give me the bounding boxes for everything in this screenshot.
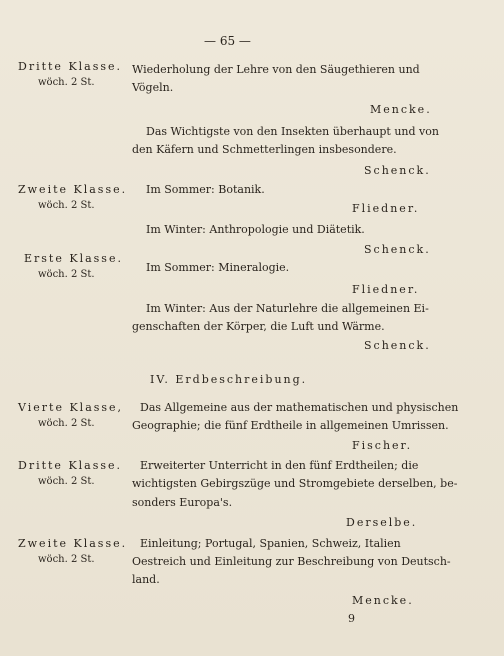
class-hours: wöch. 2 St. (38, 554, 95, 565)
course-line: Erweiterter Unterricht in den fünf Erdtheilen; die (140, 459, 419, 472)
course-line: Geographie; die fünf Erdtheile in allgemeinen Umrissen. (132, 419, 449, 432)
course-line: Oestreich und Einleitung zur Beschreibung von Deutsch- (132, 555, 451, 568)
course-line: Einleitung; Portugal, Spanien, Schweiz, Italien (140, 537, 401, 550)
course-line: Das Wichtigste von den Insekten überhaupt und von (146, 125, 439, 138)
teacher-name: Fliedner. (352, 283, 420, 296)
class-name: Dritte Klasse. (18, 60, 123, 73)
course-line: Im Sommer: Mineralogie. (146, 261, 290, 274)
course-line: sonders Europa's. (132, 496, 233, 509)
teacher-name: Fliedner. (352, 202, 420, 215)
class-hours: wöch. 2 St. (38, 77, 95, 88)
class-name: Erste Klasse. (24, 252, 123, 265)
footer-number: 9 (348, 612, 355, 625)
course-line: Im Winter: Anthropologie und Diätetik. (146, 223, 365, 236)
course-line: Das Allgemeine aus der mathematischen und physischen (140, 401, 459, 414)
teacher-name: Fischer. (352, 439, 413, 452)
class-name: Vierte Klasse, (18, 401, 124, 414)
class-name: Zweite Klasse. (18, 537, 128, 550)
class-hours: wöch. 2 St. (38, 476, 95, 487)
course-line: Im Winter: Aus der Naturlehre die allgemeinen Ei- (146, 302, 429, 315)
class-name: Zweite Klasse. (18, 183, 128, 196)
class-hours: wöch. 2 St. (38, 418, 95, 429)
course-line: Wiederholung der Lehre von den Säugethieren und (132, 63, 420, 76)
course-line: Im Sommer: Botanik. (146, 183, 265, 196)
teacher-name: Schenck. (364, 339, 431, 352)
course-line: wichtigsten Gebirgszüge und Stromgebiete derselben, be- (132, 477, 458, 490)
course-line: den Käfern und Schmetterlingen insbesondere. (132, 143, 397, 156)
course-line: land. (132, 573, 160, 586)
teacher-name: Schenck. (364, 164, 431, 177)
teacher-name: Mencke. (352, 594, 414, 607)
class-hours: wöch. 2 St. (38, 269, 95, 280)
teacher-name: Derselbe. (346, 516, 418, 529)
teacher-name: Schenck. (364, 243, 431, 256)
class-name: Dritte Klasse. (18, 459, 123, 472)
course-line: genschaften der Körper, die Luft und Wärme. (132, 320, 385, 333)
class-hours: wöch. 2 St. (38, 200, 95, 211)
page-number: — 65 — (204, 34, 251, 48)
course-line: Vögeln. (132, 81, 174, 94)
teacher-name: Mencke. (370, 103, 432, 116)
section-heading: IV. Erdbeschreibung. (150, 373, 308, 386)
